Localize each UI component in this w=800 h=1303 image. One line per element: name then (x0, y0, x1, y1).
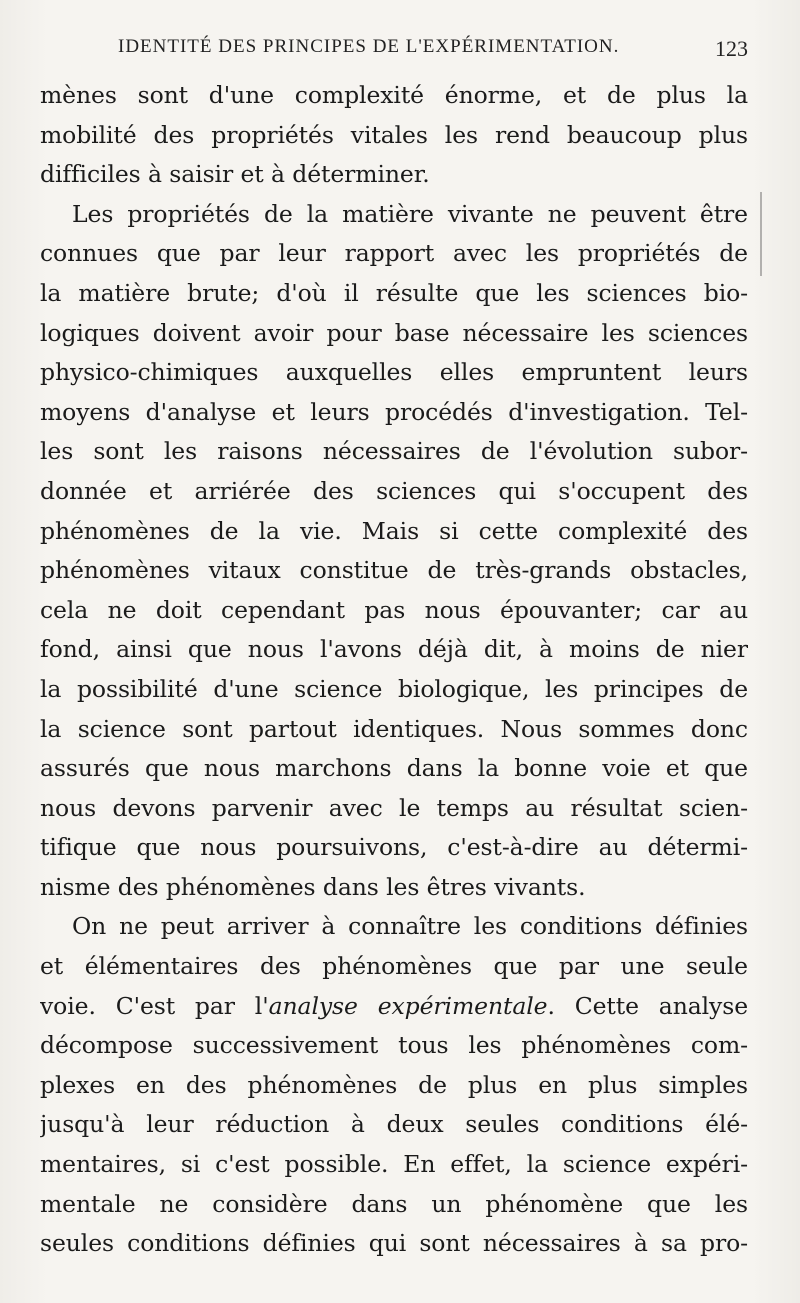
text-line: mènes sont d'une complexité énorme, et de plus la (40, 81, 748, 109)
text-line (40, 987, 748, 1027)
text-line: assurés que nous marchons dans la bonne voie et que (40, 754, 748, 783)
text-line: cela ne doit cependant pas nous épouvanter; car au (40, 595, 748, 624)
text-line: la matière brute; d'où il résulte que les sciences bio- (40, 278, 748, 307)
body-text (40, 76, 748, 1264)
text-line: tifique que nous poursuivons, c'est-à-dire au détermi- (40, 833, 748, 862)
text-line: difficiles à saisir et à déterminer. (40, 160, 430, 189)
margin-mark (760, 192, 762, 276)
running-head (118, 36, 748, 61)
text-line: moyens d'analyse et leurs procédés d'investigation. Tel- (40, 397, 748, 426)
text-line: jusqu'à leur réduction à deux seules conditions élé- (40, 1110, 748, 1139)
text-segment: . Cette analyse (547, 991, 748, 1020)
text-line: mentaires, si c'est possible. En effet, la science expéri- (40, 1150, 748, 1179)
text-line: mentale ne considère dans un phénomène que les (40, 1189, 748, 1218)
text-line: plexes en des phénomènes de plus en plus simples (40, 1070, 748, 1099)
text-line: décompose successivement tous les phénomènes com- (40, 1031, 748, 1060)
paragraph-3 (40, 907, 748, 1263)
text-line: nous devons parvenir avec le temps au résultat scien- (40, 793, 748, 822)
text-line: donnée et arriérée des sciences qui s'occupent des (40, 476, 748, 505)
text-line: fond, ainsi que nous l'avons déjà dit, à moins de nier (40, 635, 748, 664)
running-head-title: IDENTITÉ DES PRINCIPES DE L'EXPÉRIMENTATION. (118, 36, 620, 57)
text-line: connues que par leur rapport avec les propriétés de (40, 239, 748, 268)
text-line: logiques doivent avoir pour base nécessaire les sciences (40, 318, 748, 347)
text-line: On ne peut arriver à connaître les conditions définies (72, 912, 748, 941)
text-line: les sont les raisons nécessaires de l'évolution subor- (40, 437, 748, 466)
text-line: seules conditions définies qui sont nécessaires à sa pro- (40, 1229, 748, 1258)
text-line: phénomènes vitaux constitue de très-grands obstacles, (40, 556, 748, 585)
text-segment: voie. C'est par l' (40, 991, 269, 1020)
text-line: la possibilité d'une science biologique, les principes de (40, 674, 748, 703)
text-line: physico-chimiques auxquelles elles empruntent leurs (40, 358, 748, 387)
text-line: Les propriétés de la matière vivante ne peuvent être (72, 199, 748, 228)
text-line: la science sont partout identiques. Nous sommes donc (40, 714, 748, 743)
text-line: mobilité des propriétés vitales les rend beaucoup plus (40, 120, 748, 149)
paragraph-2 (40, 195, 748, 908)
italic-term: analyse expérimentale (268, 991, 548, 1020)
page-number: 123 (715, 36, 748, 61)
paragraph-1 (40, 76, 748, 195)
text-line: et élémentaires des phénomènes que par une seule (40, 952, 748, 981)
text-line: phénomènes de la vie. Mais si cette complexité des (40, 516, 748, 545)
text-line: nisme des phénomènes dans les êtres vivants. (40, 872, 586, 901)
